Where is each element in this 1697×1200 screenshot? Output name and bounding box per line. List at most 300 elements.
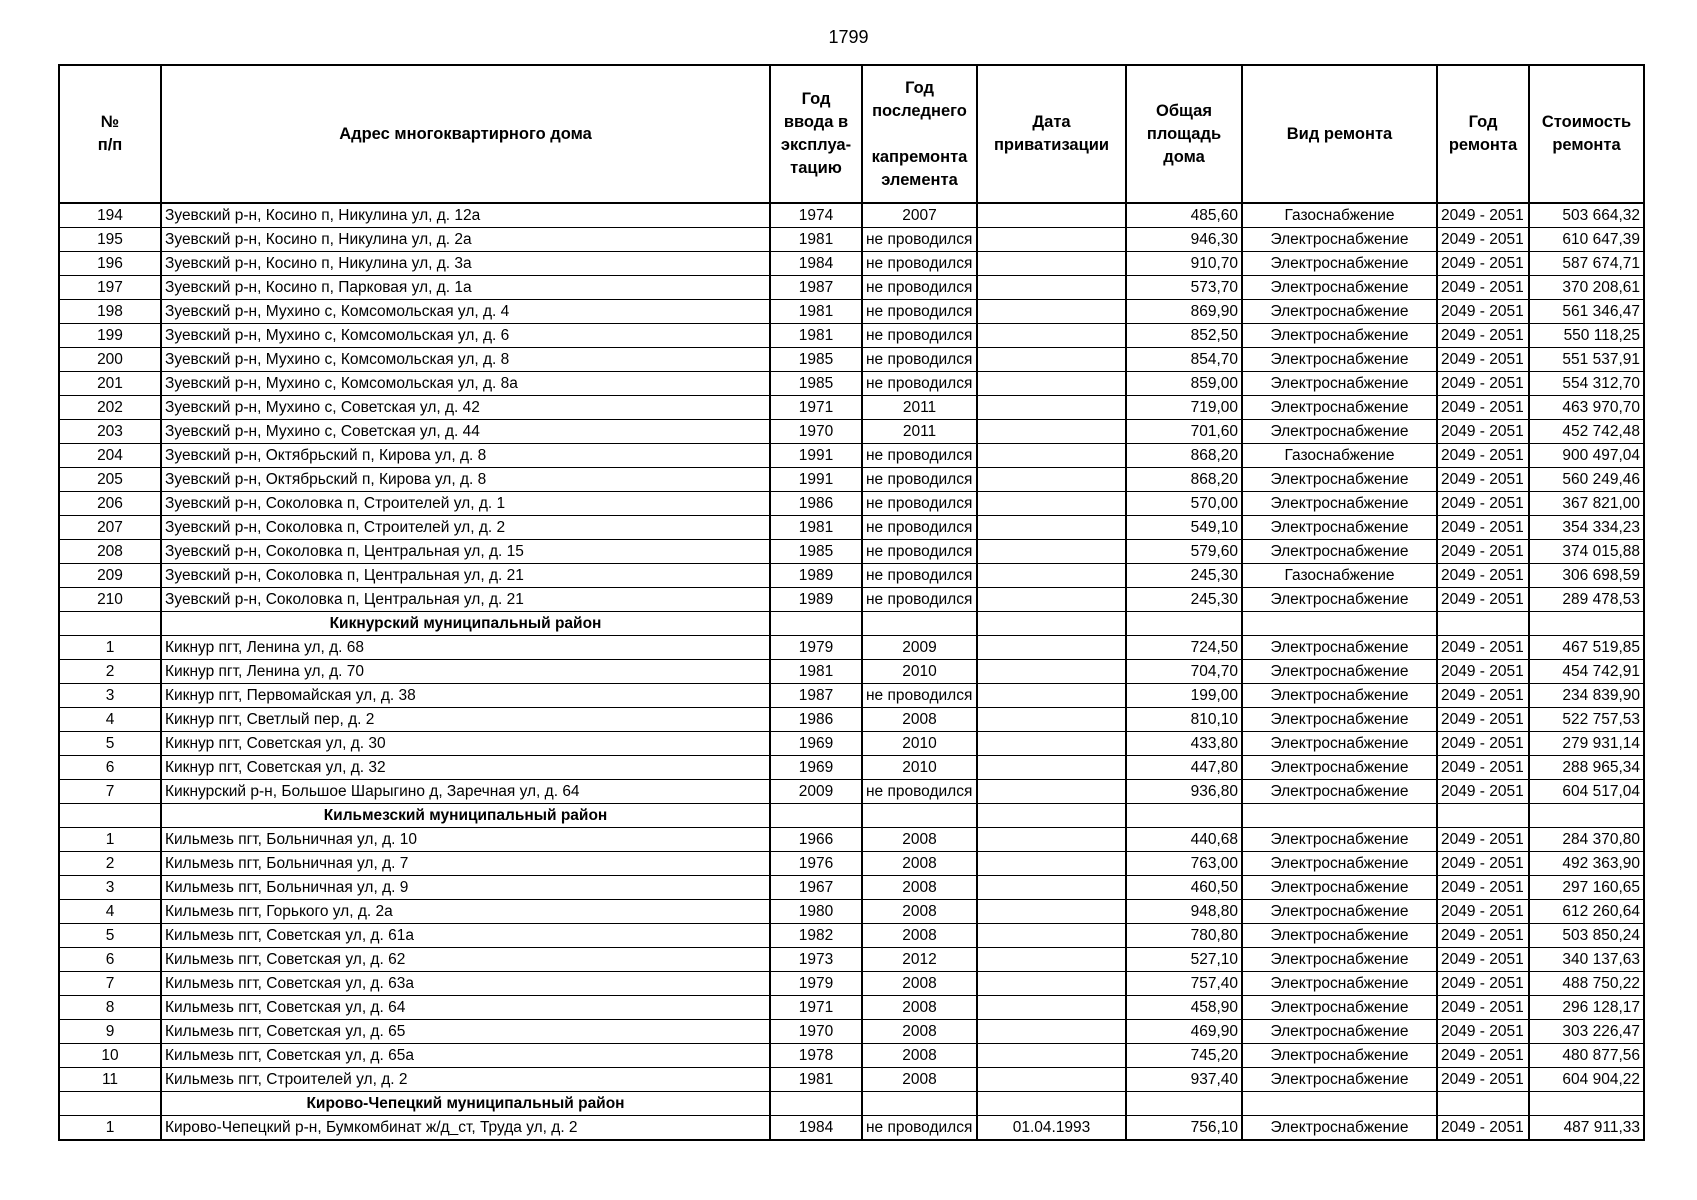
cell-number: 2 bbox=[59, 660, 161, 684]
cell-address: Зуевский р-н, Мухино с, Советская ул, д. 42 bbox=[161, 396, 770, 420]
cell-area: 946,30 bbox=[1126, 228, 1242, 252]
cell-repair-year: 2049 - 2051 bbox=[1437, 828, 1529, 852]
cell-repair-type: Электроснабжение bbox=[1242, 396, 1437, 420]
cell-number: 200 bbox=[59, 348, 161, 372]
cell-last-repair: не проводился bbox=[862, 300, 977, 324]
cell-cost: 492 363,90 bbox=[1529, 852, 1644, 876]
cell-address: Кильмезь пгт, Советская ул, д. 61а bbox=[161, 924, 770, 948]
cell-repair-type: Электроснабжение bbox=[1242, 732, 1437, 756]
cell-repair-year: 2049 - 2051 bbox=[1437, 1068, 1529, 1092]
cell-repair-year: 2049 - 2051 bbox=[1437, 468, 1529, 492]
cell-last-repair: 2008 bbox=[862, 996, 977, 1020]
cell-repair-year: 2049 - 2051 bbox=[1437, 756, 1529, 780]
cell-number: 202 bbox=[59, 396, 161, 420]
cell-privatization bbox=[977, 660, 1126, 684]
cell-repair-year: 2049 - 2051 bbox=[1437, 852, 1529, 876]
cell-repair-type: Электроснабжение bbox=[1242, 972, 1437, 996]
table-body bbox=[59, 203, 1644, 1140]
cell-number: 3 bbox=[59, 684, 161, 708]
cell-repair-type: Электроснабжение bbox=[1242, 660, 1437, 684]
section-title: Кирово-Чепецкий муниципальный район bbox=[161, 1092, 770, 1116]
cell-repair-type: Электроснабжение bbox=[1242, 876, 1437, 900]
cell-cost: 354 334,23 bbox=[1529, 516, 1644, 540]
cell-year-built: 2009 bbox=[770, 780, 862, 804]
cell-last-repair: не проводился bbox=[862, 492, 977, 516]
table-row bbox=[59, 1116, 1644, 1141]
cell-repair-year: 2049 - 2051 bbox=[1437, 924, 1529, 948]
cell-number: 209 bbox=[59, 564, 161, 588]
section-title: Кикнурский муниципальный район bbox=[161, 612, 770, 636]
cell-repair-type: Электроснабжение bbox=[1242, 900, 1437, 924]
cell-year-built: 1984 bbox=[770, 1116, 862, 1141]
cell-area: 704,70 bbox=[1126, 660, 1242, 684]
cell-area: 756,10 bbox=[1126, 1116, 1242, 1141]
cell-year-built: 1967 bbox=[770, 876, 862, 900]
cell-area: 570,00 bbox=[1126, 492, 1242, 516]
col-header-privatization: Дата приватизации bbox=[977, 65, 1126, 203]
cell-area: 937,40 bbox=[1126, 1068, 1242, 1092]
cell-address: Зуевский р-н, Соколовка п, Строителей ул, д. 1 bbox=[161, 492, 770, 516]
cell-area: 245,30 bbox=[1126, 564, 1242, 588]
cell-privatization bbox=[977, 756, 1126, 780]
cell-cost: 604 517,04 bbox=[1529, 780, 1644, 804]
section-title: Кильмезский муниципальный район bbox=[161, 804, 770, 828]
cell-number: 198 bbox=[59, 300, 161, 324]
cell-address: Кирово-Чепецкий р-н, Бумкомбинат ж/д_ст, Труда ул, д. 2 bbox=[161, 1116, 770, 1141]
cell-repair-year: 2049 - 2051 bbox=[1437, 420, 1529, 444]
cell-cost: 279 931,14 bbox=[1529, 732, 1644, 756]
cell-privatization bbox=[977, 780, 1126, 804]
cell-cost: 306 698,59 bbox=[1529, 564, 1644, 588]
cell-address: Кильмезь пгт, Больничная ул, д. 7 bbox=[161, 852, 770, 876]
col-header-address: Адрес многоквартирного дома bbox=[161, 65, 770, 203]
table-row bbox=[59, 324, 1644, 348]
cell-cost: 288 965,34 bbox=[1529, 756, 1644, 780]
cell-year-built: 1981 bbox=[770, 1068, 862, 1092]
cell-privatization bbox=[977, 516, 1126, 540]
cell-repair-year: 2049 - 2051 bbox=[1437, 516, 1529, 540]
cell-area: 757,40 bbox=[1126, 972, 1242, 996]
cell-last-repair: 2008 bbox=[862, 900, 977, 924]
cell-last-repair: не проводился bbox=[862, 684, 977, 708]
cell-year-built: 1974 bbox=[770, 203, 862, 228]
cell-year-built: 1973 bbox=[770, 948, 862, 972]
table-row bbox=[59, 828, 1644, 852]
empty-cell bbox=[1242, 804, 1437, 828]
cell-address: Зуевский р-н, Соколовка п, Строителей ул, д. 2 bbox=[161, 516, 770, 540]
empty-cell bbox=[770, 612, 862, 636]
cell-privatization: 01.04.1993 bbox=[977, 1116, 1126, 1141]
col-header-year-built: Год ввода в эксплуа- тацию bbox=[770, 65, 862, 203]
cell-repair-type: Электроснабжение bbox=[1242, 1044, 1437, 1068]
cell-address: Кикнурский р-н, Большое Шарыгино д, Заречная ул, д. 64 bbox=[161, 780, 770, 804]
cell-privatization bbox=[977, 540, 1126, 564]
cell-repair-year: 2049 - 2051 bbox=[1437, 348, 1529, 372]
cell-repair-year: 2049 - 2051 bbox=[1437, 996, 1529, 1020]
cell-number: 201 bbox=[59, 372, 161, 396]
cell-repair-type: Электроснабжение bbox=[1242, 516, 1437, 540]
cell-last-repair: не проводился bbox=[862, 588, 977, 612]
empty-cell bbox=[59, 612, 161, 636]
empty-cell bbox=[977, 804, 1126, 828]
table-row bbox=[59, 852, 1644, 876]
cell-cost: 503 850,24 bbox=[1529, 924, 1644, 948]
empty-cell bbox=[1529, 804, 1644, 828]
cell-repair-year: 2049 - 2051 bbox=[1437, 540, 1529, 564]
cell-last-repair: 2008 bbox=[862, 924, 977, 948]
cell-number: 195 bbox=[59, 228, 161, 252]
cell-area: 440,68 bbox=[1126, 828, 1242, 852]
cell-year-built: 1970 bbox=[770, 420, 862, 444]
cell-repair-type: Электроснабжение bbox=[1242, 372, 1437, 396]
col-header-cost: Стоимость ремонта bbox=[1529, 65, 1644, 203]
cell-last-repair: не проводился bbox=[862, 564, 977, 588]
cell-year-built: 1981 bbox=[770, 300, 862, 324]
cell-last-repair: 2011 bbox=[862, 396, 977, 420]
cell-number: 204 bbox=[59, 444, 161, 468]
table-row bbox=[59, 564, 1644, 588]
cell-year-built: 1989 bbox=[770, 588, 862, 612]
cell-address: Зуевский р-н, Мухино с, Комсомольская ул, д. 8а bbox=[161, 372, 770, 396]
col-header-repair-year: Год ремонта bbox=[1437, 65, 1529, 203]
cell-repair-type: Электроснабжение bbox=[1242, 468, 1437, 492]
cell-number: 9 bbox=[59, 1020, 161, 1044]
cell-last-repair: 2009 bbox=[862, 636, 977, 660]
cell-last-repair: 2008 bbox=[862, 972, 977, 996]
cell-privatization bbox=[977, 203, 1126, 228]
cell-area: 936,80 bbox=[1126, 780, 1242, 804]
cell-number: 1 bbox=[59, 1116, 161, 1141]
cell-address: Зуевский р-н, Косино п, Никулина ул, д. 12а bbox=[161, 203, 770, 228]
cell-privatization bbox=[977, 564, 1126, 588]
cell-year-built: 1989 bbox=[770, 564, 862, 588]
cell-address: Кикнур пгт, Советская ул, д. 30 bbox=[161, 732, 770, 756]
cell-area: 868,20 bbox=[1126, 468, 1242, 492]
cell-area: 549,10 bbox=[1126, 516, 1242, 540]
cell-year-built: 1969 bbox=[770, 732, 862, 756]
cell-last-repair: 2008 bbox=[862, 852, 977, 876]
col-header-last-repair: Год последнего капремонта элемента bbox=[862, 65, 977, 203]
section-row bbox=[59, 612, 1644, 636]
table-row bbox=[59, 203, 1644, 228]
table-header-row bbox=[59, 65, 1644, 203]
cell-last-repair: не проводился bbox=[862, 444, 977, 468]
cell-privatization bbox=[977, 588, 1126, 612]
cell-area: 245,30 bbox=[1126, 588, 1242, 612]
empty-cell bbox=[862, 612, 977, 636]
cell-repair-year: 2049 - 2051 bbox=[1437, 203, 1529, 228]
cell-last-repair: не проводился bbox=[862, 780, 977, 804]
table-row bbox=[59, 1020, 1644, 1044]
cell-year-built: 1970 bbox=[770, 1020, 862, 1044]
cell-cost: 297 160,65 bbox=[1529, 876, 1644, 900]
cell-number: 196 bbox=[59, 252, 161, 276]
cell-area: 854,70 bbox=[1126, 348, 1242, 372]
cell-repair-type: Электроснабжение bbox=[1242, 276, 1437, 300]
cell-cost: 296 128,17 bbox=[1529, 996, 1644, 1020]
cell-number: 4 bbox=[59, 900, 161, 924]
empty-cell bbox=[1126, 804, 1242, 828]
cell-year-built: 1979 bbox=[770, 972, 862, 996]
cell-repair-year: 2049 - 2051 bbox=[1437, 444, 1529, 468]
cell-last-repair: 2010 bbox=[862, 732, 977, 756]
cell-privatization bbox=[977, 1020, 1126, 1044]
cell-year-built: 1985 bbox=[770, 540, 862, 564]
cell-cost: 604 904,22 bbox=[1529, 1068, 1644, 1092]
cell-year-built: 1981 bbox=[770, 516, 862, 540]
table-row bbox=[59, 540, 1644, 564]
cell-number: 5 bbox=[59, 732, 161, 756]
cell-cost: 900 497,04 bbox=[1529, 444, 1644, 468]
cell-repair-year: 2049 - 2051 bbox=[1437, 564, 1529, 588]
cell-repair-type: Электроснабжение bbox=[1242, 684, 1437, 708]
cell-repair-type: Электроснабжение bbox=[1242, 924, 1437, 948]
cell-number: 7 bbox=[59, 972, 161, 996]
cell-repair-year: 2049 - 2051 bbox=[1437, 1116, 1529, 1141]
cell-repair-year: 2049 - 2051 bbox=[1437, 972, 1529, 996]
cell-year-built: 1969 bbox=[770, 756, 862, 780]
cell-number: 206 bbox=[59, 492, 161, 516]
cell-privatization bbox=[977, 276, 1126, 300]
cell-repair-year: 2049 - 2051 bbox=[1437, 252, 1529, 276]
cell-repair-type: Газоснабжение bbox=[1242, 564, 1437, 588]
cell-address: Зуевский р-н, Мухино с, Комсомольская ул, д. 8 bbox=[161, 348, 770, 372]
cell-repair-year: 2049 - 2051 bbox=[1437, 948, 1529, 972]
cell-cost: 284 370,80 bbox=[1529, 828, 1644, 852]
cell-address: Кильмезь пгт, Больничная ул, д. 9 bbox=[161, 876, 770, 900]
cell-address: Кикнур пгт, Светлый пер, д. 2 bbox=[161, 708, 770, 732]
cell-cost: 467 519,85 bbox=[1529, 636, 1644, 660]
table-row bbox=[59, 396, 1644, 420]
cell-cost: 480 877,56 bbox=[1529, 1044, 1644, 1068]
cell-last-repair: 2010 bbox=[862, 756, 977, 780]
cell-privatization bbox=[977, 708, 1126, 732]
table-row bbox=[59, 588, 1644, 612]
cell-privatization bbox=[977, 372, 1126, 396]
cell-year-built: 1981 bbox=[770, 660, 862, 684]
empty-cell bbox=[770, 804, 862, 828]
cell-last-repair: не проводился bbox=[862, 324, 977, 348]
cell-address: Зуевский р-н, Мухино с, Комсомольская ул, д. 4 bbox=[161, 300, 770, 324]
cell-repair-year: 2049 - 2051 bbox=[1437, 636, 1529, 660]
cell-repair-year: 2049 - 2051 bbox=[1437, 684, 1529, 708]
cell-area: 199,00 bbox=[1126, 684, 1242, 708]
cell-repair-type: Электроснабжение bbox=[1242, 540, 1437, 564]
cell-number: 210 bbox=[59, 588, 161, 612]
cell-year-built: 1982 bbox=[770, 924, 862, 948]
empty-cell bbox=[1242, 1092, 1437, 1116]
cell-repair-type: Электроснабжение bbox=[1242, 1068, 1437, 1092]
cell-last-repair: 2008 bbox=[862, 828, 977, 852]
col-header-repair-type: Вид ремонта bbox=[1242, 65, 1437, 203]
cell-repair-year: 2049 - 2051 bbox=[1437, 324, 1529, 348]
cell-address: Кильмезь пгт, Советская ул, д. 63а bbox=[161, 972, 770, 996]
cell-repair-year: 2049 - 2051 bbox=[1437, 900, 1529, 924]
table-row bbox=[59, 900, 1644, 924]
table-row bbox=[59, 468, 1644, 492]
cell-area: 719,00 bbox=[1126, 396, 1242, 420]
cell-repair-year: 2049 - 2051 bbox=[1437, 780, 1529, 804]
empty-cell bbox=[770, 1092, 862, 1116]
table-row bbox=[59, 756, 1644, 780]
cell-cost: 367 821,00 bbox=[1529, 492, 1644, 516]
table-row bbox=[59, 636, 1644, 660]
cell-repair-type: Электроснабжение bbox=[1242, 300, 1437, 324]
table-row bbox=[59, 684, 1644, 708]
cell-repair-year: 2049 - 2051 bbox=[1437, 300, 1529, 324]
empty-cell bbox=[1437, 612, 1529, 636]
cell-cost: 522 757,53 bbox=[1529, 708, 1644, 732]
cell-privatization bbox=[977, 828, 1126, 852]
cell-address: Зуевский р-н, Соколовка п, Центральная ул, д. 15 bbox=[161, 540, 770, 564]
cell-privatization bbox=[977, 348, 1126, 372]
table-row bbox=[59, 276, 1644, 300]
table-row bbox=[59, 420, 1644, 444]
cell-repair-type: Газоснабжение bbox=[1242, 203, 1437, 228]
cell-year-built: 1971 bbox=[770, 996, 862, 1020]
cell-area: 458,90 bbox=[1126, 996, 1242, 1020]
cell-number: 4 bbox=[59, 708, 161, 732]
cell-privatization bbox=[977, 492, 1126, 516]
cell-last-repair: 2008 bbox=[862, 1020, 977, 1044]
table-row bbox=[59, 1044, 1644, 1068]
table-row bbox=[59, 708, 1644, 732]
cell-area: 447,80 bbox=[1126, 756, 1242, 780]
cell-repair-type: Электроснабжение bbox=[1242, 420, 1437, 444]
empty-cell bbox=[59, 804, 161, 828]
cell-repair-type: Электроснабжение bbox=[1242, 756, 1437, 780]
table-row bbox=[59, 660, 1644, 684]
table-row bbox=[59, 1068, 1644, 1092]
section-row bbox=[59, 1092, 1644, 1116]
cell-area: 869,90 bbox=[1126, 300, 1242, 324]
table-row bbox=[59, 228, 1644, 252]
cell-cost: 587 674,71 bbox=[1529, 252, 1644, 276]
table-row bbox=[59, 972, 1644, 996]
cell-number: 8 bbox=[59, 996, 161, 1020]
cell-year-built: 1978 bbox=[770, 1044, 862, 1068]
cell-address: Кикнур пгт, Ленина ул, д. 70 bbox=[161, 660, 770, 684]
cell-area: 910,70 bbox=[1126, 252, 1242, 276]
cell-last-repair: не проводился bbox=[862, 228, 977, 252]
cell-cost: 463 970,70 bbox=[1529, 396, 1644, 420]
cell-last-repair: 2007 bbox=[862, 203, 977, 228]
table-row bbox=[59, 876, 1644, 900]
col-header-number: № п/п bbox=[59, 65, 161, 203]
cell-privatization bbox=[977, 1068, 1126, 1092]
cell-last-repair: 2008 bbox=[862, 708, 977, 732]
cell-repair-type: Электроснабжение bbox=[1242, 828, 1437, 852]
cell-last-repair: 2008 bbox=[862, 1068, 977, 1092]
cell-area: 810,10 bbox=[1126, 708, 1242, 732]
table-row bbox=[59, 948, 1644, 972]
cell-cost: 289 478,53 bbox=[1529, 588, 1644, 612]
cell-number: 207 bbox=[59, 516, 161, 540]
cell-last-repair: 2012 bbox=[862, 948, 977, 972]
cell-year-built: 1987 bbox=[770, 684, 862, 708]
cell-repair-type: Электроснабжение bbox=[1242, 636, 1437, 660]
empty-cell bbox=[1529, 612, 1644, 636]
cell-year-built: 1987 bbox=[770, 276, 862, 300]
cell-repair-type: Электроснабжение bbox=[1242, 492, 1437, 516]
cell-last-repair: 2008 bbox=[862, 1044, 977, 1068]
cell-cost: 488 750,22 bbox=[1529, 972, 1644, 996]
cell-privatization bbox=[977, 972, 1126, 996]
cell-address: Кильмезь пгт, Советская ул, д. 65 bbox=[161, 1020, 770, 1044]
cell-cost: 554 312,70 bbox=[1529, 372, 1644, 396]
cell-privatization bbox=[977, 300, 1126, 324]
cell-year-built: 1985 bbox=[770, 372, 862, 396]
cell-last-repair: не проводился bbox=[862, 276, 977, 300]
cell-year-built: 1986 bbox=[770, 492, 862, 516]
empty-cell bbox=[1126, 612, 1242, 636]
cell-repair-year: 2049 - 2051 bbox=[1437, 588, 1529, 612]
empty-cell bbox=[862, 804, 977, 828]
cell-privatization bbox=[977, 684, 1126, 708]
cell-address: Зуевский р-н, Косино п, Никулина ул, д. 3а bbox=[161, 252, 770, 276]
cell-year-built: 1980 bbox=[770, 900, 862, 924]
cell-year-built: 1984 bbox=[770, 252, 862, 276]
cell-privatization bbox=[977, 636, 1126, 660]
empty-cell bbox=[977, 612, 1126, 636]
cell-cost: 370 208,61 bbox=[1529, 276, 1644, 300]
cell-privatization bbox=[977, 420, 1126, 444]
cell-cost: 452 742,48 bbox=[1529, 420, 1644, 444]
empty-cell bbox=[59, 1092, 161, 1116]
cell-privatization bbox=[977, 996, 1126, 1020]
cell-repair-type: Электроснабжение bbox=[1242, 1020, 1437, 1044]
cell-last-repair: не проводился bbox=[862, 348, 977, 372]
empty-cell bbox=[1126, 1092, 1242, 1116]
table-row bbox=[59, 348, 1644, 372]
empty-cell bbox=[862, 1092, 977, 1116]
empty-cell bbox=[1437, 804, 1529, 828]
cell-privatization bbox=[977, 444, 1126, 468]
cell-repair-year: 2049 - 2051 bbox=[1437, 228, 1529, 252]
cell-area: 868,20 bbox=[1126, 444, 1242, 468]
section-row bbox=[59, 804, 1644, 828]
cell-area: 701,60 bbox=[1126, 420, 1242, 444]
cell-last-repair: не проводился bbox=[862, 372, 977, 396]
cell-number: 2 bbox=[59, 852, 161, 876]
table-row bbox=[59, 252, 1644, 276]
cell-address: Кильмезь пгт, Строителей ул, д. 2 bbox=[161, 1068, 770, 1092]
cell-address: Зуевский р-н, Соколовка п, Центральная ул, д. 21 bbox=[161, 564, 770, 588]
table-row bbox=[59, 516, 1644, 540]
cell-last-repair: не проводился bbox=[862, 468, 977, 492]
empty-cell bbox=[1242, 612, 1437, 636]
cell-cost: 561 346,47 bbox=[1529, 300, 1644, 324]
cell-privatization bbox=[977, 900, 1126, 924]
cell-cost: 374 015,88 bbox=[1529, 540, 1644, 564]
cell-repair-year: 2049 - 2051 bbox=[1437, 1044, 1529, 1068]
cell-number: 208 bbox=[59, 540, 161, 564]
cell-repair-year: 2049 - 2051 bbox=[1437, 660, 1529, 684]
cell-area: 573,70 bbox=[1126, 276, 1242, 300]
cell-address: Кильмезь пгт, Больничная ул, д. 10 bbox=[161, 828, 770, 852]
table-row bbox=[59, 492, 1644, 516]
cell-year-built: 1991 bbox=[770, 444, 862, 468]
table-row bbox=[59, 924, 1644, 948]
cell-repair-year: 2049 - 2051 bbox=[1437, 1020, 1529, 1044]
cell-privatization bbox=[977, 852, 1126, 876]
cell-repair-year: 2049 - 2051 bbox=[1437, 396, 1529, 420]
table-row bbox=[59, 444, 1644, 468]
cell-address: Зуевский р-н, Косино п, Парковая ул, д. 1а bbox=[161, 276, 770, 300]
cell-repair-type: Электроснабжение bbox=[1242, 348, 1437, 372]
cell-area: 745,20 bbox=[1126, 1044, 1242, 1068]
repair-table bbox=[58, 64, 1645, 1141]
